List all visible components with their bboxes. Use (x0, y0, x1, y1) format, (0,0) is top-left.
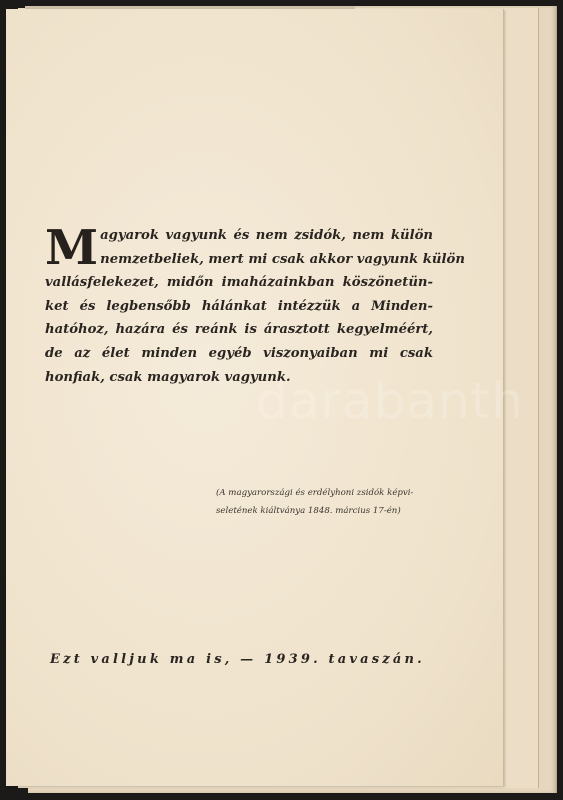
citation (216, 484, 436, 520)
citation-line: seletének kiáltványa 1848. március 17-én) (216, 506, 401, 516)
watermark: darabanth (256, 372, 524, 430)
text-line: honfiak, csak magyarok vagyunk. (45, 369, 291, 385)
proclamation-text (45, 220, 465, 389)
text-line: vallásfelekezet, midőn imaházainkban köszönetün- (45, 275, 433, 291)
text-line: hatóhoz, hazára és reánk is árasztott kegyelméért, (45, 322, 433, 338)
date-line: Ezt valljuk ma is, — 1939. tavaszán. (50, 652, 425, 667)
drop-cap: M (45, 220, 99, 276)
citation-line: (A magyarországi és erdélyhoni zsidók képvi- (216, 488, 414, 498)
text-line: de az élet minden egyéb viszonyaiban mi csak (45, 345, 433, 361)
text-line: ket és legbensőbb hálánkat intézzük a Minden- (45, 298, 433, 314)
text-line: nemzetbeliek, mert mi csak akkor vagyunk külön (100, 251, 465, 267)
text-line: agyarok vagyunk és nem zsidók, nem külön (100, 228, 433, 243)
